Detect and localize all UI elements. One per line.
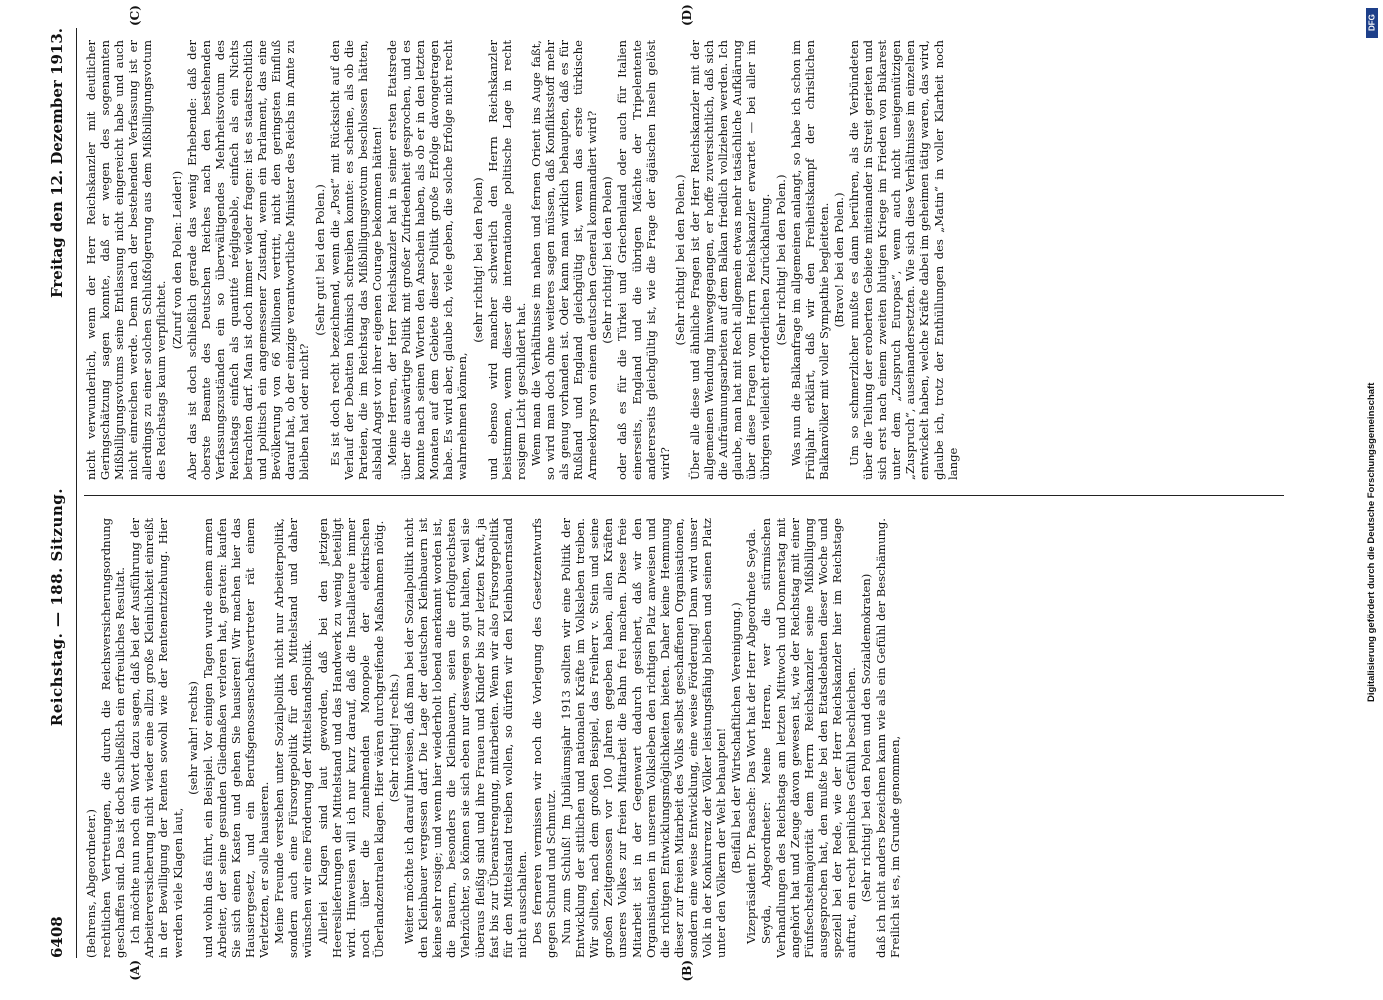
paragraph: Aber das ist doch schließlich gerade das wenig Erhebende: daß der oberste Beamte des Deutschen Reiches nach den bestehenden Verfassungszuständen ein so überwältigendes Mehrheitsvotum des Reichstags einfach als quantité négligeable, einfach als ein Nichts betrachten darf. Man ist doch immer wieder fragen: ist es staatsrechtlich und politisch ein angemessener Zustand, wenn ein Parlament, das eine Bevölkerung von 66 Millionen vertritt, nicht den geringsten Einfluß darauf hat, ob der einzige verantwortliche Minister des Reichs im Amte zu bleiben hat oder nicht? — [184, 40, 312, 480]
paragraph: Vizepräsident Dr. Paasche: Das Wort hat der Herr Abgeordnete Seyda. — [744, 528, 759, 944]
paragraph: (Behrens, Abgeordneter.) — [84, 809, 98, 958]
paragraph: oder daß es für die Türkei und Griechenland oder auch für Italien einerseits, England und die übrigen Mächte der Tripelentente andererseits gleichgültig ist, wie die Frage der ägäischen Inseln gelöst wird? — [615, 40, 672, 480]
paragraph: Seyda, Abgeordneter: Meine Herren, wer die stürmischen Verhandlungen des Reichstags am letzten Mittwoch und Donnerstag mit angehört hat und Zeuge davon gewesen ist, wie der Reichstag mit einer Fünfsechstelmajorität dem Herrn Reichskanzler seine Mißbilligung ausgesprochen hat, den mußte bei den Etatsdebatten dieser Woche und speziell bei der Rede, wie der Herr Reichskanzler hier im Reichstage auftrat, ein recht peinliches Gefühl beschleichen. — [759, 518, 858, 958]
paragraph: Es ist doch recht bezeichnend, wenn die „Post“ mit Rücksicht auf den Verlauf der Debatten höhnisch schreiben konnte: es scheine, als ob die Parteien, die im Reichstag das Mißbilligungsvotum beschlossen hätten, alsbald Angst vor ihrer eigenen Courage bekommen hätten! — [327, 40, 384, 480]
interjection: (Beifall bei der Wirtschaftlichen Vereinigung.) — [729, 602, 744, 874]
paragraph: und wohin das führt, ein Beispiel. Vor einigen Tagen wurde einem armen Arbeiter, der seine gesunden Gliedmaßen verloren hat, geraten: kaufen Sie sich einen Kasten und gehen Sie hausieren! Wir machen hier das Hausiergesetz, und ein Berufsgenossenschaftsvertreter rät einem Verletzten, er solle hausieren. — [200, 518, 272, 958]
paragraph: und ebenso wird mancher schwerlich den Herrn Reichskanzler beistimmen, wenn dieser die internationale politische Lage in recht rosigem Licht geschildert hat. — [485, 40, 528, 480]
interjection: (Sehr richtig! bei den Polen.) — [672, 174, 687, 346]
margin-marker-d: (D) — [680, 4, 694, 26]
dfg-logo: DFG — [1366, 8, 1378, 38]
paragraph: Nun zum Schluß! Im Jubiläumsjahr 1913 sollten wir eine Politik der Entwicklung der sittlichen und nationalen Kräfte im Volksleben treiben. Wir sollten, nach dem großen Beispiel, das Freiherr v. Stein und seine großen Zeitgenossen vor 100 Jahren gegeben haben, allen Kräften unseres Volkes zur freien Mitarbeit die Bahn frei machen. Diese freie Mitarbeit ist in der Gegenwart dadurch gesichert, daß wir den Organisationen in unserem Volksleben den richtigen Platz anweisen und die richtigen Entwicklungsmöglichkeiten bieten. Daher keine Hemmung dieser zur freien Mitarbeit des Volks selbst geschaffenen Organisationen, sondern eine weise Entwicklung, eine weise Förderung! Dann wird unser Volk in der Konkurrenz der Völker leistungsfähig bleiben und seinen Platz unter den Völkern der Welt behaupten! — [559, 518, 729, 958]
interjection: (sehr richtig! bei den Polen) — [470, 177, 485, 343]
rotated-document-page — [40, 4, 1300, 982]
right-column — [84, 40, 1284, 480]
interjection: (Bravo! bei den Polen.) — [831, 192, 846, 328]
header-rule — [76, 28, 77, 958]
interjection: (Sehr richtig! bei den Polen) — [600, 176, 615, 344]
paragraph: nicht verwunderlich, wenn der Herr Reichskanzler mit deutlicher Geringschätzung sagen konnte, daß er wegen des sogenannten Mißbilligungsvotums seine Entlassung nicht eingereicht habe und auch nicht einreichen werde. Denn nach der bestehenden Verfassung ist er allerdings zu einer solchen Schlußfolgerung aus dem Mißbilligungsvotum des Reichstags kaum verpflichtet. — [84, 40, 169, 480]
interjection: (Sehr gut! bei den Polen.) — [312, 184, 327, 336]
paragraph: Meine Herren, der Herr Reichskanzler hat in seiner ersten Etatsrede über die auswärtige Politik mit großer Zufriedenheit gesprochen, und es konnte nach seinen Worten den Anschein haben, als ob er in den letzten Monaten auf dem Gebiete dieser Politik große Erfolge davongetragen habe. Es wird aber, glaube ich, viele geben, die solche Erfolge nicht recht wahrnehmen können, — [384, 40, 470, 480]
interjection: (sehr wahr! rechts) — [185, 681, 200, 795]
interjection: (Sehr richtig! rechts.) — [386, 673, 401, 803]
paragraph: rechtlichen Vertretungen, die durch die Reichsversicherungsordnung geschaffen sind. Das ist doch schließlich ein erfreuliches Resultat. — [99, 518, 128, 958]
paragraph: Allerlei Klagen sind laut geworden, daß bei den jetzigen Heereslieferungen der Mittelstand und das Handwerk zu wenig beteiligt wird. Hinweisen will ich nur kurz darauf, daß die Installateure immer noch über die zunehmenden Monopole der elektrischen Überlandzentralen klagen. Hier wären durchgreifende Maßnahmen nötig. — [315, 518, 386, 958]
column-divider — [84, 495, 1284, 496]
margin-marker-b: (B) — [680, 960, 694, 982]
session-date: Freitag den 12. Dezember 1913. — [48, 28, 66, 298]
interjection: (Zuruf von den Polen: Leider!) — [169, 170, 184, 350]
paragraph: Über alle diese und ähnliche Fragen ist der Herr Reichskanzler mit der allgemeinen Wendung hinweggegangen, er hoffe zuversichtlich, daß sich die Aufräumungsarbeiten auf dem Balkan friedlich vollziehen werden. Ich glaube, man hat mit Recht allgemein etwas mehr tatsächliche Aufklärung über diese Fragen vom Herrn Reichskanzler erwartet — bei aller im übrigen vielleicht erforderlichen Zurückhaltung. — [687, 40, 773, 480]
paragraph: Des ferneren vermissen wir noch die Vorlegung des Gesetzentwurfs gegen Schund und Schmutz. — [529, 518, 558, 958]
paragraph: Meine Freunde verstehen unter Sozialpolitik nicht nur Arbeiterpolitik, sondern auch eine Fürsorgepolitik für den Mittelstand und daher wünschen wir eine Förderung der Mittelstandspolitik. — [272, 518, 315, 958]
paragraph: Was nun die Balkanfrage im allgemeinen anlangt, so habe ich schon im Frühjahr erklärt, daß wir den Freiheitskampf der christlichen Balkanvölker mit voller Sympathie begleiteten. — [788, 40, 831, 480]
running-header — [40, 28, 74, 958]
interjection: (Sehr richtig! bei den Polen.) — [773, 174, 788, 346]
paragraph: Ich möchte nun noch ein Wort dazu sagen, daß bei der Ausführung der Arbeiterversicherung nicht wieder eine allzu große Kleinlichkeit einreißt in der Bewilligung der Renten sowohl wie der Rentenentziehung. Hier werden viele Klagen laut, — [128, 518, 185, 958]
paragraph: Wenn man die Verhältnisse im nahen und fernen Orient ins Auge faßt, so wird man doch ohne weiteres sagen müssen, daß Konfliktsstoff mehr als genug vorhanden ist. Oder kann man wirklich behaupten, daß es für Rußland und England gleichgültig ist, wenn das erste türkische Armeekorps von einem deutschen General kommandiert wird? — [528, 40, 600, 480]
interjection: (Sehr richtig! bei den Polen und den Sozialdemokraten) — [859, 573, 874, 903]
left-column — [84, 518, 1284, 958]
margin-marker-a: (A) — [128, 960, 142, 981]
margin-marker-c: (C) — [128, 5, 142, 26]
paragraph: Weiter möchte ich darauf hinweisen, daß man bei der Sozialpolitik nicht den Kleinbauer vergessen darf. Die Lage der deutschen Kleinbauern ist keine sehr rosige; und wenn hier wiederholt lobend anerkannt worden ist, die Bauern, besonders die Kleinbauern, seien die erfolgreichsten Viehzüchter, so können sie sich eben nur deswegen so gut halten, weil sie überaus fleißig sind und ihre Frauen und Kinder bis zur letzten Kraft, ja fast bis zur Überanstrengung, mitarbeiten. Wenn wir also Fürsorgepolitik für den Mittelstand treiben wollen, so dürfen wir den Kleinbauernstand nicht ausschalten. — [402, 518, 529, 958]
page-number: 6408 — [48, 916, 66, 958]
session-title: Reichstag. — 188. Sitzung. — [48, 488, 66, 727]
digitization-credit-text: Digitalisierung gefördert durch die Deutsche Forschungsgemeinschaft — [1366, 382, 1377, 702]
digitization-credit — [1364, 12, 1380, 702]
paragraph: Um so schmerzlicher mußte es dann berühren, als die Verbündeten über die Teilung der eroberten Gebiete miteinander in Streit gerieten und sich erst nach einem zweiten blutigen Kriege im Frieden von Bukarest unter dem „Zuspruch Europas“, wenn auch nicht uneigennützigen „Zuspruch“, auseinandersetzten. Wie sich diese Verhältnisse im einzelnen entwickelt haben, welche Kräfte dabei im geheimen tätig waren, das wird, glaube ich, trotz der Enthüllungen des „Matin“ in voller Klarheit noch lange — [846, 40, 960, 480]
paragraph: daß ich nicht anders bezeichnen kann wie als ein Gefühl der Beschämung. Freilich ist es, im Grunde genommen, — [874, 518, 903, 958]
